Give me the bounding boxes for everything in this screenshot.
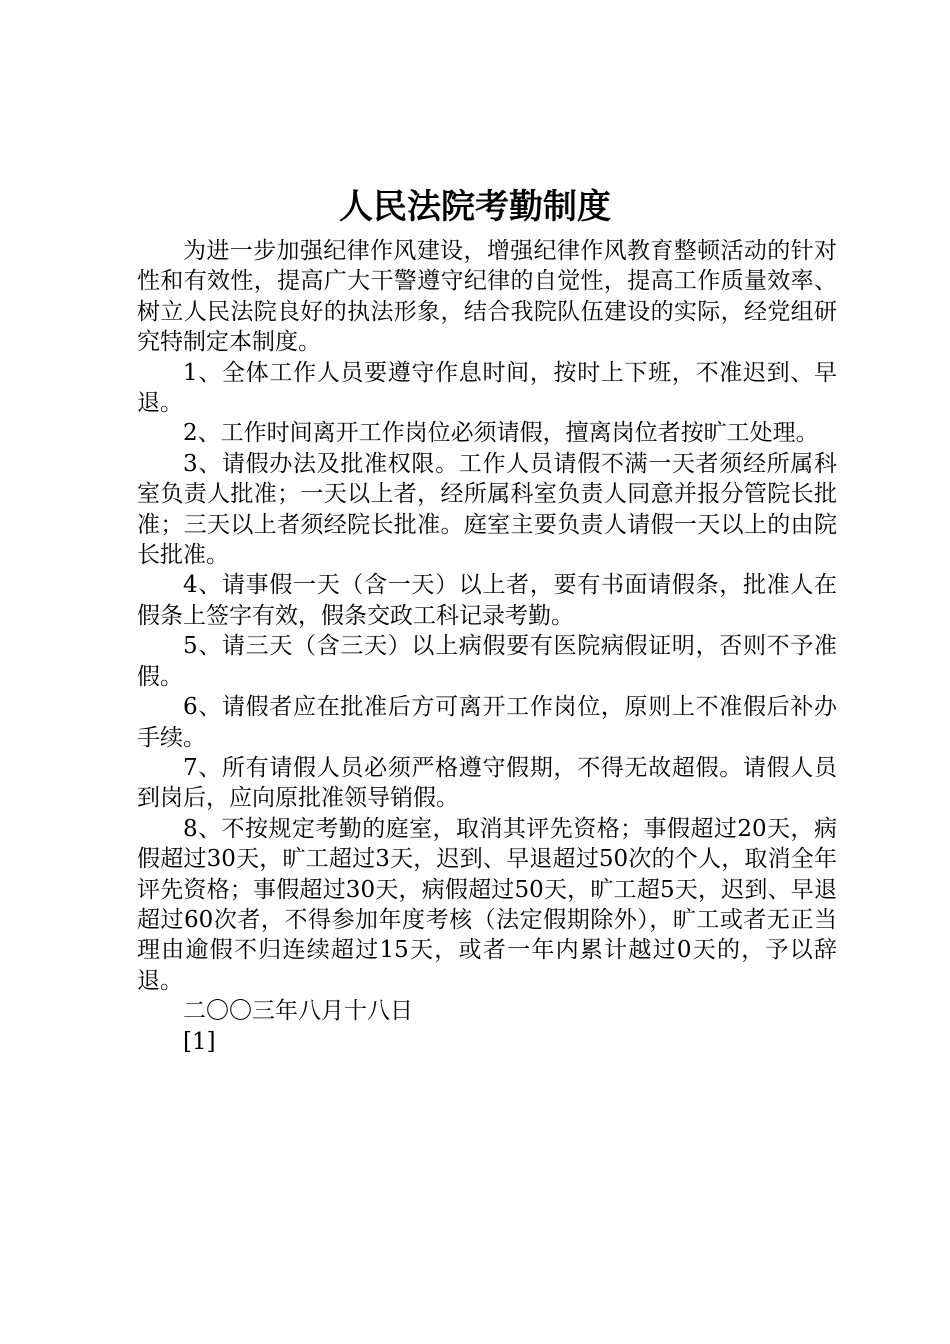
footnote-marker: [1] [183,1028,216,1055]
issue-date: 二〇〇三年八月十八日 [183,998,413,1025]
document-body [137,236,837,1057]
rule-item-1: 1、全体工作人员要遵守作息时间，按时上下班，不准迟到、早退。 [137,359,837,417]
rule-item-3: 3、请假办法及批准权限。工作人员请假不满一天者须经所属科室负责人批准；一天以上者，经所属科室负责人同意并报分管院长批准；三天以上者须经院长批准。庭室主要负责人请假一天以上的由院长批准。 [137,450,837,569]
rule-item-7: 7、所有请假人员必须严格遵守假期，不得无故超假。请假人员到岗后，应向原批准领导销假。 [137,754,837,812]
document-title: 人民法院考勤制度 [339,187,611,227]
rule-item-2: 2、工作时间离开工作岗位必须请假，擅离岗位者按旷工处理。 [183,420,819,447]
rule-item-5: 5、请三天（含三天）以上病假要有医院病假证明，否则不予准假。 [137,633,837,690]
rule-item-8: 8、不按规定考勤的庭室，取消其评先资格；事假超过20天，病假超过30天，旷工超过3天，迟到、早退超过50次的个人，取消全年评先资格；事假超过30天，病假超过50天，旷工超5天，迟到、早退超过60次者，不得参加年度考核（法定假期除外），旷工或者无正当理由逾假不归连续超过15天，或者一年内累计越过0天的，予以辞退。 [137,815,837,994]
rule-item-4: 4、请事假一天（含一天）以上者，要有书面请假条，批准人在假条上签字有效，假条交政工科记录考勤。 [137,572,837,629]
intro-paragraph: 为进一步加强纪律作风建设，增强纪律作风教育整顿活动的针对性和有效性，提高广大干警遵守纪律的自觉性，提高工作质量效率、树立人民法院良好的执法形象，结合我院队伍建设的实际，经党组研究特制定本制度。 [137,238,837,356]
rule-item-6: 6、请假者应在批准后方可离开工作岗位，原则上不准假后补办手续。 [137,694,837,751]
